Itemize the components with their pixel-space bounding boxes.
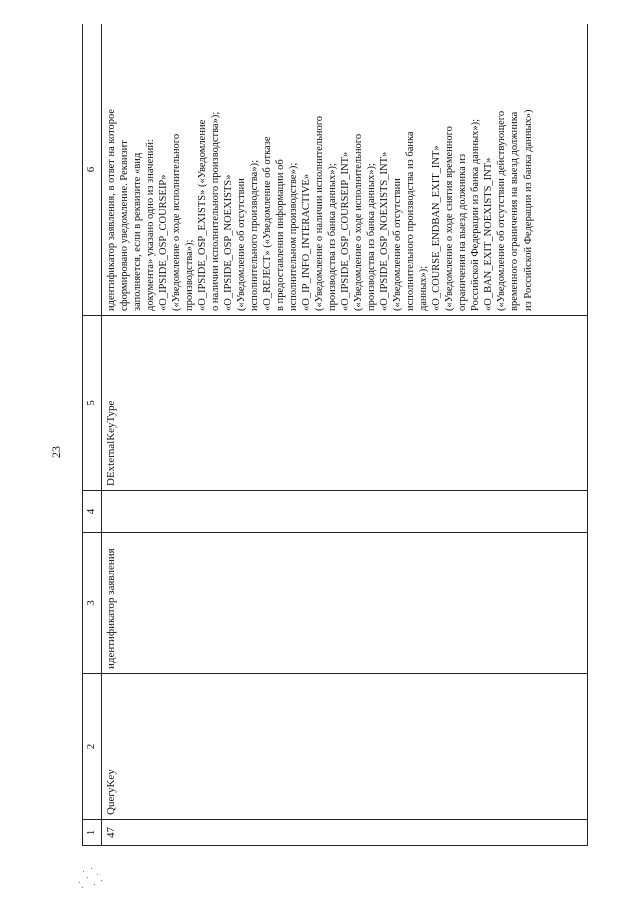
notes-line: «O_IPSIDE_OSP_EXISTS» («Уведомление [197, 119, 209, 311]
specification-table [82, 24, 588, 846]
row-number: 47 [102, 820, 588, 846]
notes-line: («Уведомление об отсутствии действующего [496, 110, 508, 311]
header-col-5: 5 [83, 316, 102, 491]
notes-line: «O_IPSIDE_OSP_NOEXISTS» [223, 174, 235, 311]
header-col-4: 4 [83, 491, 102, 533]
notes-line: «O_IPSIDE_OSP_COURSEIP» [158, 174, 170, 311]
notes-line: ограничения на выезд должника из [457, 153, 469, 311]
table-header-row [83, 24, 102, 846]
notes-line: («Уведомление о ходе снятия временного [444, 126, 456, 311]
notes-line: исполнительного производства»); [249, 159, 261, 311]
notes-line: производства из банка данных»); [327, 163, 339, 311]
notes-line: заполняется, если в реквизите «вид [132, 152, 144, 311]
notes-line: идентификатор заявления, в ответ на которое [106, 108, 117, 311]
header-col-3: 3 [83, 533, 102, 674]
notes-line: производства»); [184, 239, 196, 311]
notes-line: («Уведомление о ходе исполнительного [171, 133, 183, 311]
notes-line: временного ограничения на выезд должника [509, 111, 521, 311]
page-number: 23 [49, 446, 63, 458]
notes-line: производства из банка данных»); [366, 163, 378, 311]
notes-line: («Уведомление о наличии исполнительного [314, 115, 326, 311]
rotated-table-container [82, 24, 588, 846]
required-cell [102, 491, 588, 533]
notes-line: «O_IPSIDE_OSP_COURSEIP_INT» [340, 151, 352, 311]
notes-line: («Уведомление об отсутствии [236, 178, 248, 311]
notes-line: «O_REJECT» («Уведомление об отказе [262, 136, 274, 311]
notes-line: в предоставлении информации об [275, 159, 287, 311]
header-col-2: 2 [83, 674, 102, 820]
notes-line: «O_BAN_EXIT_NOEXISTS_INT» [483, 157, 495, 311]
notes-line: Российской Федерации из банка данных»); [470, 118, 482, 311]
notes-line: исполнительном производстве»); [288, 162, 300, 311]
notes-line: «O_IPSIDE_OSP_NOEXISTS_INT» [379, 151, 391, 311]
notes-line: «O_COURSE_ENDBAN_EXIT_INT» [431, 145, 443, 311]
notes-line: из Российской Федерации из банка данных») [522, 109, 534, 311]
notes-line: документа» указано одно из значений: [145, 139, 157, 311]
table-row [102, 24, 588, 846]
rotated-page-content [82, 24, 588, 846]
notes-line: данных»); [418, 265, 430, 311]
header-col-6: 6 [83, 24, 102, 316]
field-name: QueryKey [102, 674, 588, 820]
field-type: DExternalKeyType [102, 316, 588, 491]
notes-line: исполнительного производства из банка [405, 131, 417, 311]
scan-speckles [76, 862, 106, 892]
header-col-1: 1 [83, 820, 102, 846]
field-description: идентификатор заявления [102, 533, 588, 674]
notes-line: «O_IP_INFO_INTERACTIVE» [301, 173, 313, 311]
notes-line: сформировано уведомление. Реквизит [119, 140, 131, 311]
notes-line: («Уведомление об отсутствии [392, 178, 404, 311]
notes-line: о наличии исполнительного производства»); [210, 111, 222, 311]
notes-line: («Уведомление о ходе исполнительного [353, 133, 365, 311]
field-notes [102, 24, 588, 316]
